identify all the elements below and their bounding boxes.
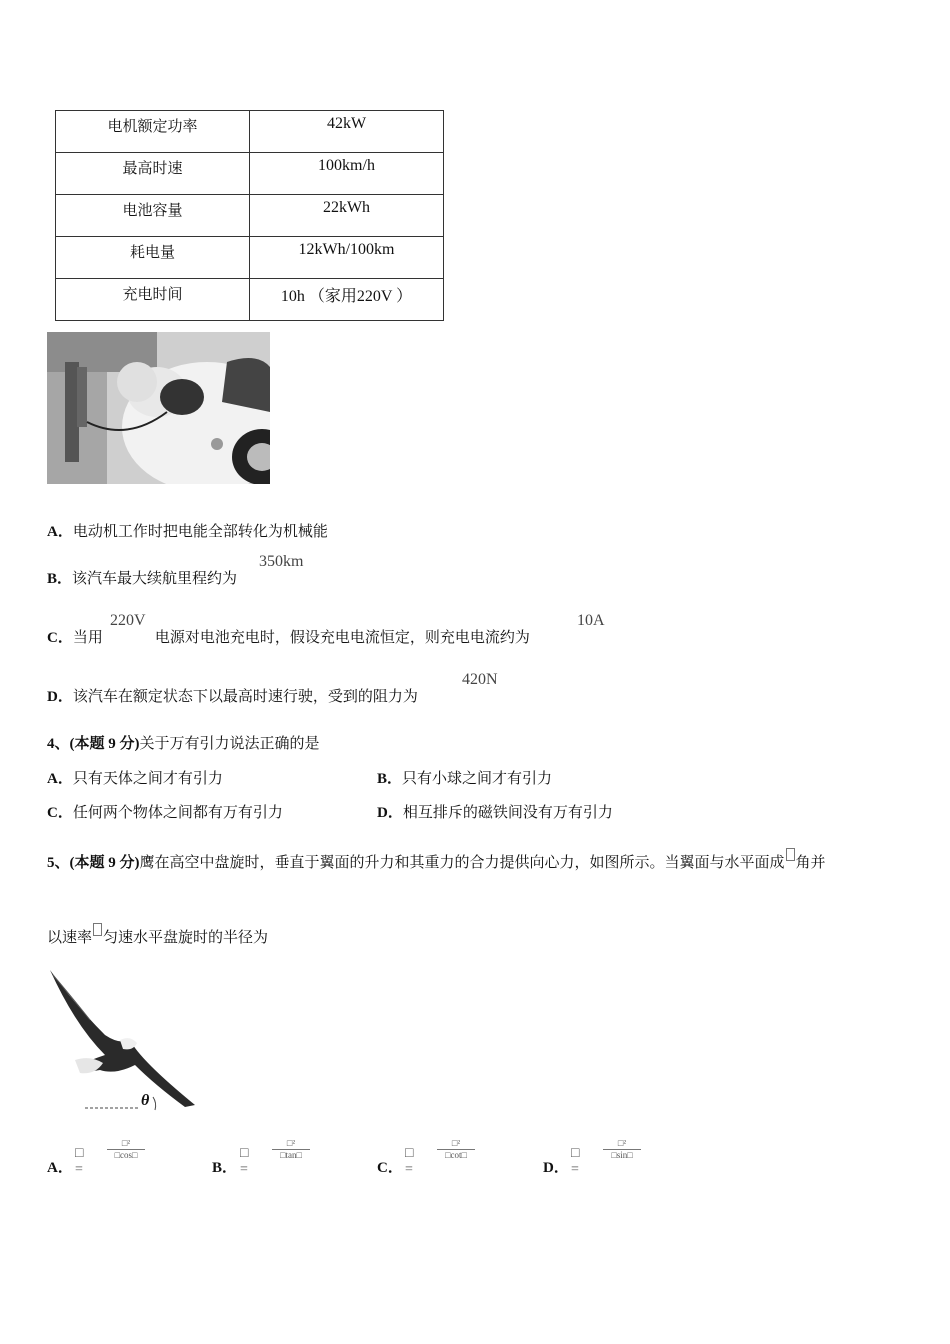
fraction [437,1138,475,1160]
q4-option-d [377,801,613,822]
fraction-denominator: □sin□ [611,1150,633,1160]
eagle-figure [45,965,200,1115]
spec-value: 22kWh [250,195,444,237]
option-text: 当用 [72,628,103,646]
spec-label: 电池容量 [56,195,250,237]
q5-stem-line1 [47,848,826,872]
option-label: A． [47,1160,73,1176]
equation-lhs: □ = [240,1146,249,1177]
spec-value: 12kWh/100km [250,237,444,279]
q4-option-c [47,801,283,822]
fraction [603,1138,641,1160]
q3-option-c-value1: 220V [110,612,146,629]
fraction-numerator: □² [437,1138,475,1150]
option-text: 任何两个物体之间都有万有引力 [72,803,283,821]
spec-row [56,279,444,321]
q4-stem [47,732,320,753]
q4-option-a [47,767,223,788]
spec-table [55,110,444,321]
option-label: A． [47,771,73,787]
question-text: 鹰在高空中盘旋时，垂直于翼面的升力和其重力的合力提供向心力，如图所示。当翼面与水平面成 [139,853,785,871]
spec-value: 42kW [250,111,444,153]
q3-option-c-value2: 10A [577,612,605,629]
ev-charging-photo [47,332,270,484]
fraction [107,1138,145,1160]
fraction-numerator: □² [603,1138,641,1150]
question-text: 关于万有引力说法正确的是 [139,734,320,752]
q3-option-a [47,520,328,541]
option-text: 该汽车在额定状态下以最高时速行驶，受到的阻力为 [72,687,418,705]
option-text: 只有天体之间才有引力 [72,769,223,787]
q3-option-b [47,567,237,588]
fraction [272,1138,310,1160]
q3-option-d-value: 420N [462,671,498,688]
placeholder-box [93,923,102,936]
equation-lhs: □ = [75,1146,84,1177]
option-label: A． [47,524,73,540]
option-label: B． [377,771,403,787]
spec-row [56,237,444,279]
option-label: C． [377,1160,403,1176]
option-text: 电动机工作时把电能全部转化为机械能 [72,522,328,540]
option-text: 该汽车最大续航里程约为 [72,569,238,587]
q5-stem-line2 [47,923,268,947]
option-text-2: 电源对电池充电时，假设充电电流恒定，则充电电流约为 [154,628,530,646]
spec-row [56,111,444,153]
equation-lhs: □ = [571,1146,580,1177]
spec-row [56,153,444,195]
placeholder-box [786,848,795,861]
question-text-end: 角并 [795,853,826,871]
option-label: D． [377,805,403,821]
fraction-numerator: □² [272,1138,310,1150]
q3-option-b-value: 350km [259,553,304,570]
spec-label: 最高时速 [56,153,250,195]
option-label: C． [47,630,73,646]
fraction-denominator: □cot□ [445,1150,467,1160]
option-label: B． [212,1160,238,1176]
spec-label: 电机额定功率 [56,111,250,153]
spec-value: 10h （家用220V ） [250,279,444,321]
question-number: 5、 [47,855,70,871]
spec-label: 耗电量 [56,237,250,279]
spec-value: 100km/h [250,153,444,195]
option-text: 相互排斥的磁铁间没有万有引力 [402,803,613,821]
spec-label: 充电时间 [56,279,250,321]
option-label: B． [47,571,73,587]
question-score: (本题 9 分) [69,855,140,871]
fraction-denominator: □tan□ [280,1150,302,1160]
question-text-2: 匀速水平盘旋时的半径为 [103,928,269,946]
theta-label: θ [141,1092,150,1109]
question-number: 4、 [47,736,70,752]
equation-lhs: □ = [405,1146,414,1177]
fraction-denominator: □cos□ [114,1150,138,1160]
question-text: 以速率 [47,928,93,946]
option-text: 只有小球之间才有引力 [402,769,553,787]
question-score: (本题 9 分) [69,736,140,752]
option-label: C． [47,805,73,821]
q3-option-d [47,685,418,706]
spec-row [56,195,444,237]
fraction-numerator: □² [107,1138,145,1150]
q4-option-b [377,767,552,788]
option-label: D． [47,689,73,705]
option-label: D． [543,1160,569,1176]
